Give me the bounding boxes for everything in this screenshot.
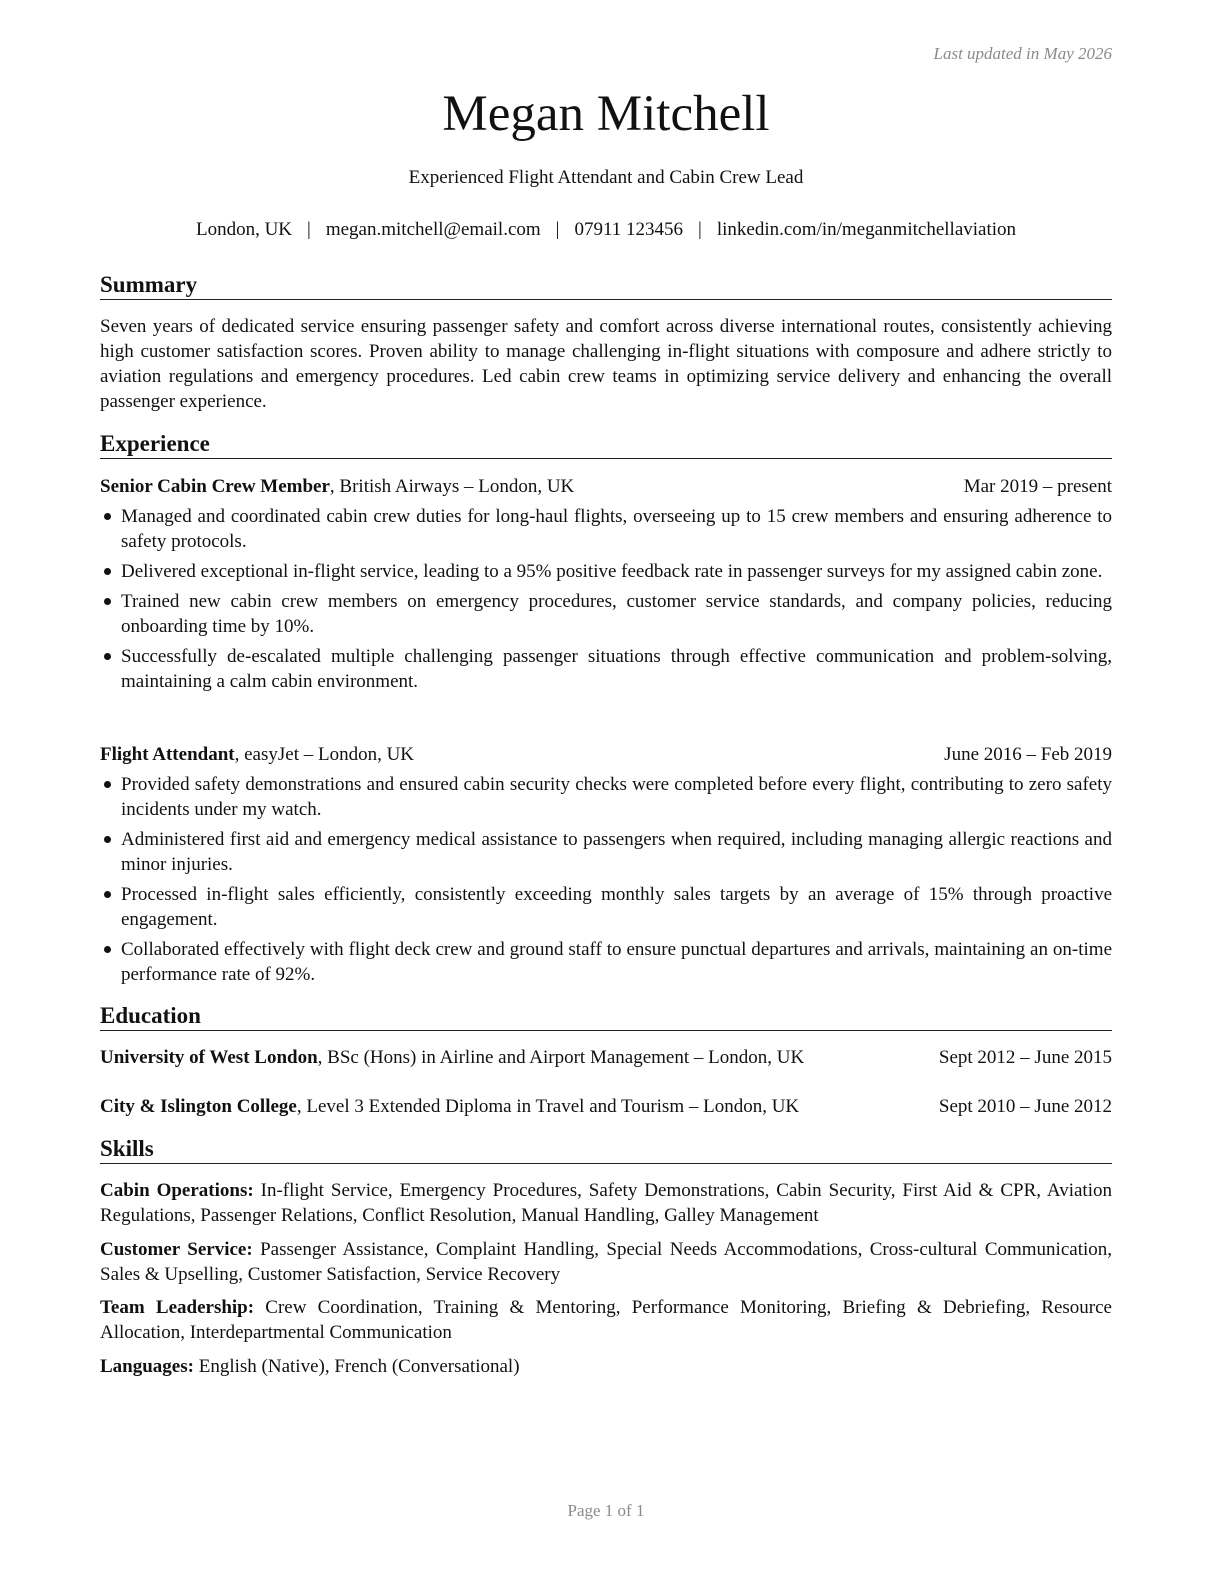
skill-list: In-flight Service, Emergency Procedures, Safety Demonstrations, Cabin Security, First Aid & CPR, Aviation Regulations, Passenger Relations, Conflict Resolution, Manual Handling, Galley Management	[100, 1180, 1112, 1226]
list-item: Successfully de-escalated multiple challenging passenger situations through effective communication and problem-solving, maintaining a calm cabin environment.	[100, 644, 1112, 694]
skill-list: Passenger Assistance, Complaint Handling, Special Needs Accommodations, Cross-cultural Communication, Sales & Upselling, Customer Satisfaction, Service Recovery	[100, 1239, 1113, 1285]
contact-phone[interactable]: 07911 123456	[574, 219, 684, 240]
list-item: Managed and coordinated cabin crew duties for long-haul flights, overseeing up to 15 crew members and ensuring adherence to safety protocols.	[100, 504, 1112, 554]
contact-location: London, UK	[195, 219, 293, 240]
section-title-summary: Summary	[100, 271, 1112, 300]
degree-detail: , BSc (Hons) in Airline and Airport Management – London, UK	[317, 1047, 805, 1068]
skill-list: English (Native), French (Conversational)	[193, 1356, 520, 1377]
list-item: Trained new cabin crew members on emergency procedures, customer service standards, and company policies, reducing onboarding time by 10%.	[100, 589, 1112, 639]
job-role: Flight Attendant	[100, 744, 235, 765]
job-header	[100, 742, 1112, 767]
job-org: , easyJet – London, UK	[234, 744, 415, 765]
education-entry	[100, 1045, 1112, 1070]
list-item: Collaborated effectively with flight deck crew and ground staff to ensure punctual departures and arrivals, maintaining an on-time performance rate of 92%.	[100, 937, 1112, 987]
list-item: Provided safety demonstrations and ensured cabin security checks were completed before every flight, contributing to zero safety incidents under my watch.	[100, 772, 1112, 822]
list-item: Processed in-flight sales efficiently, consistently exceeding monthly sales targets by an average of 15% through proactive engagement.	[100, 882, 1112, 932]
skill-list: Crew Coordination, Training & Mentoring, Performance Monitoring, Briefing & Debriefing, Resource Allocation, Interdepartmental Communication	[100, 1297, 1112, 1343]
section-title-education: Education	[100, 1002, 1112, 1031]
school-name: City & Islington College	[100, 1096, 297, 1117]
job-bullets	[100, 772, 1112, 992]
skill-group	[100, 1354, 1112, 1379]
skill-group	[100, 1237, 1112, 1287]
candidate-name: Megan Mitchell	[442, 86, 770, 142]
section-title-experience: Experience	[100, 430, 1112, 459]
education-date: Sept 2012 – June 2015	[938, 1047, 1112, 1068]
skill-label: Team Leadership:	[100, 1297, 255, 1318]
tagline: Experienced Flight Attendant and Cabin Crew Lead	[408, 167, 804, 188]
skill-label: Cabin Operations:	[100, 1180, 254, 1201]
contact-separator: |	[307, 219, 311, 240]
list-item: Delivered exceptional in-flight service, leading to a 95% positive feedback rate in passenger surveys for my assigned cabin zone.	[100, 559, 1112, 584]
resume-page	[100, 0, 1112, 1584]
last-updated: Last updated in May 2026	[933, 44, 1112, 63]
summary-text: Seven years of dedicated service ensuring passenger safety and comfort across diverse international routes, consistently achieving high customer satisfaction scores. Proven ability to manage challenging in-flight situations with composure and adhere strictly to aviation regulations and emergency procedures. Led cabin crew teams in optimizing service delivery and enhancing the overall passenger experience.	[100, 316, 1112, 412]
skill-group	[100, 1178, 1112, 1228]
section-title-skills: Skills	[100, 1135, 1112, 1164]
skill-label: Languages:	[100, 1356, 194, 1377]
education-date: Sept 2010 – June 2012	[938, 1096, 1112, 1117]
education-entry	[100, 1094, 1112, 1119]
job-date: Mar 2019 – present	[963, 476, 1112, 497]
list-item: Administered first aid and emergency medical assistance to passengers when required, including managing allergic reactions and minor injuries.	[100, 827, 1112, 877]
school-name: University of West London	[100, 1047, 318, 1068]
contact-separator: |	[555, 219, 560, 240]
job-date: June 2016 – Feb 2019	[944, 744, 1112, 765]
degree-detail: , Level 3 Extended Diploma in Travel and Tourism – London, UK	[296, 1096, 800, 1117]
contact-email[interactable]: megan.mitchell@email.com	[325, 219, 541, 240]
contact-separator: |	[698, 219, 702, 240]
contact-line	[100, 219, 1112, 241]
page-number: Page 1 of 1	[567, 1501, 645, 1520]
skill-label: Customer Service:	[100, 1239, 253, 1260]
job-header	[100, 474, 1112, 499]
job-bullets	[100, 504, 1112, 699]
skill-group	[100, 1295, 1112, 1345]
contact-linkedin[interactable]: linkedin.com/in/meganmitchellaviation	[716, 219, 1017, 240]
job-org: , British Airways – London, UK	[329, 476, 575, 497]
job-role: Senior Cabin Crew Member	[100, 476, 330, 497]
